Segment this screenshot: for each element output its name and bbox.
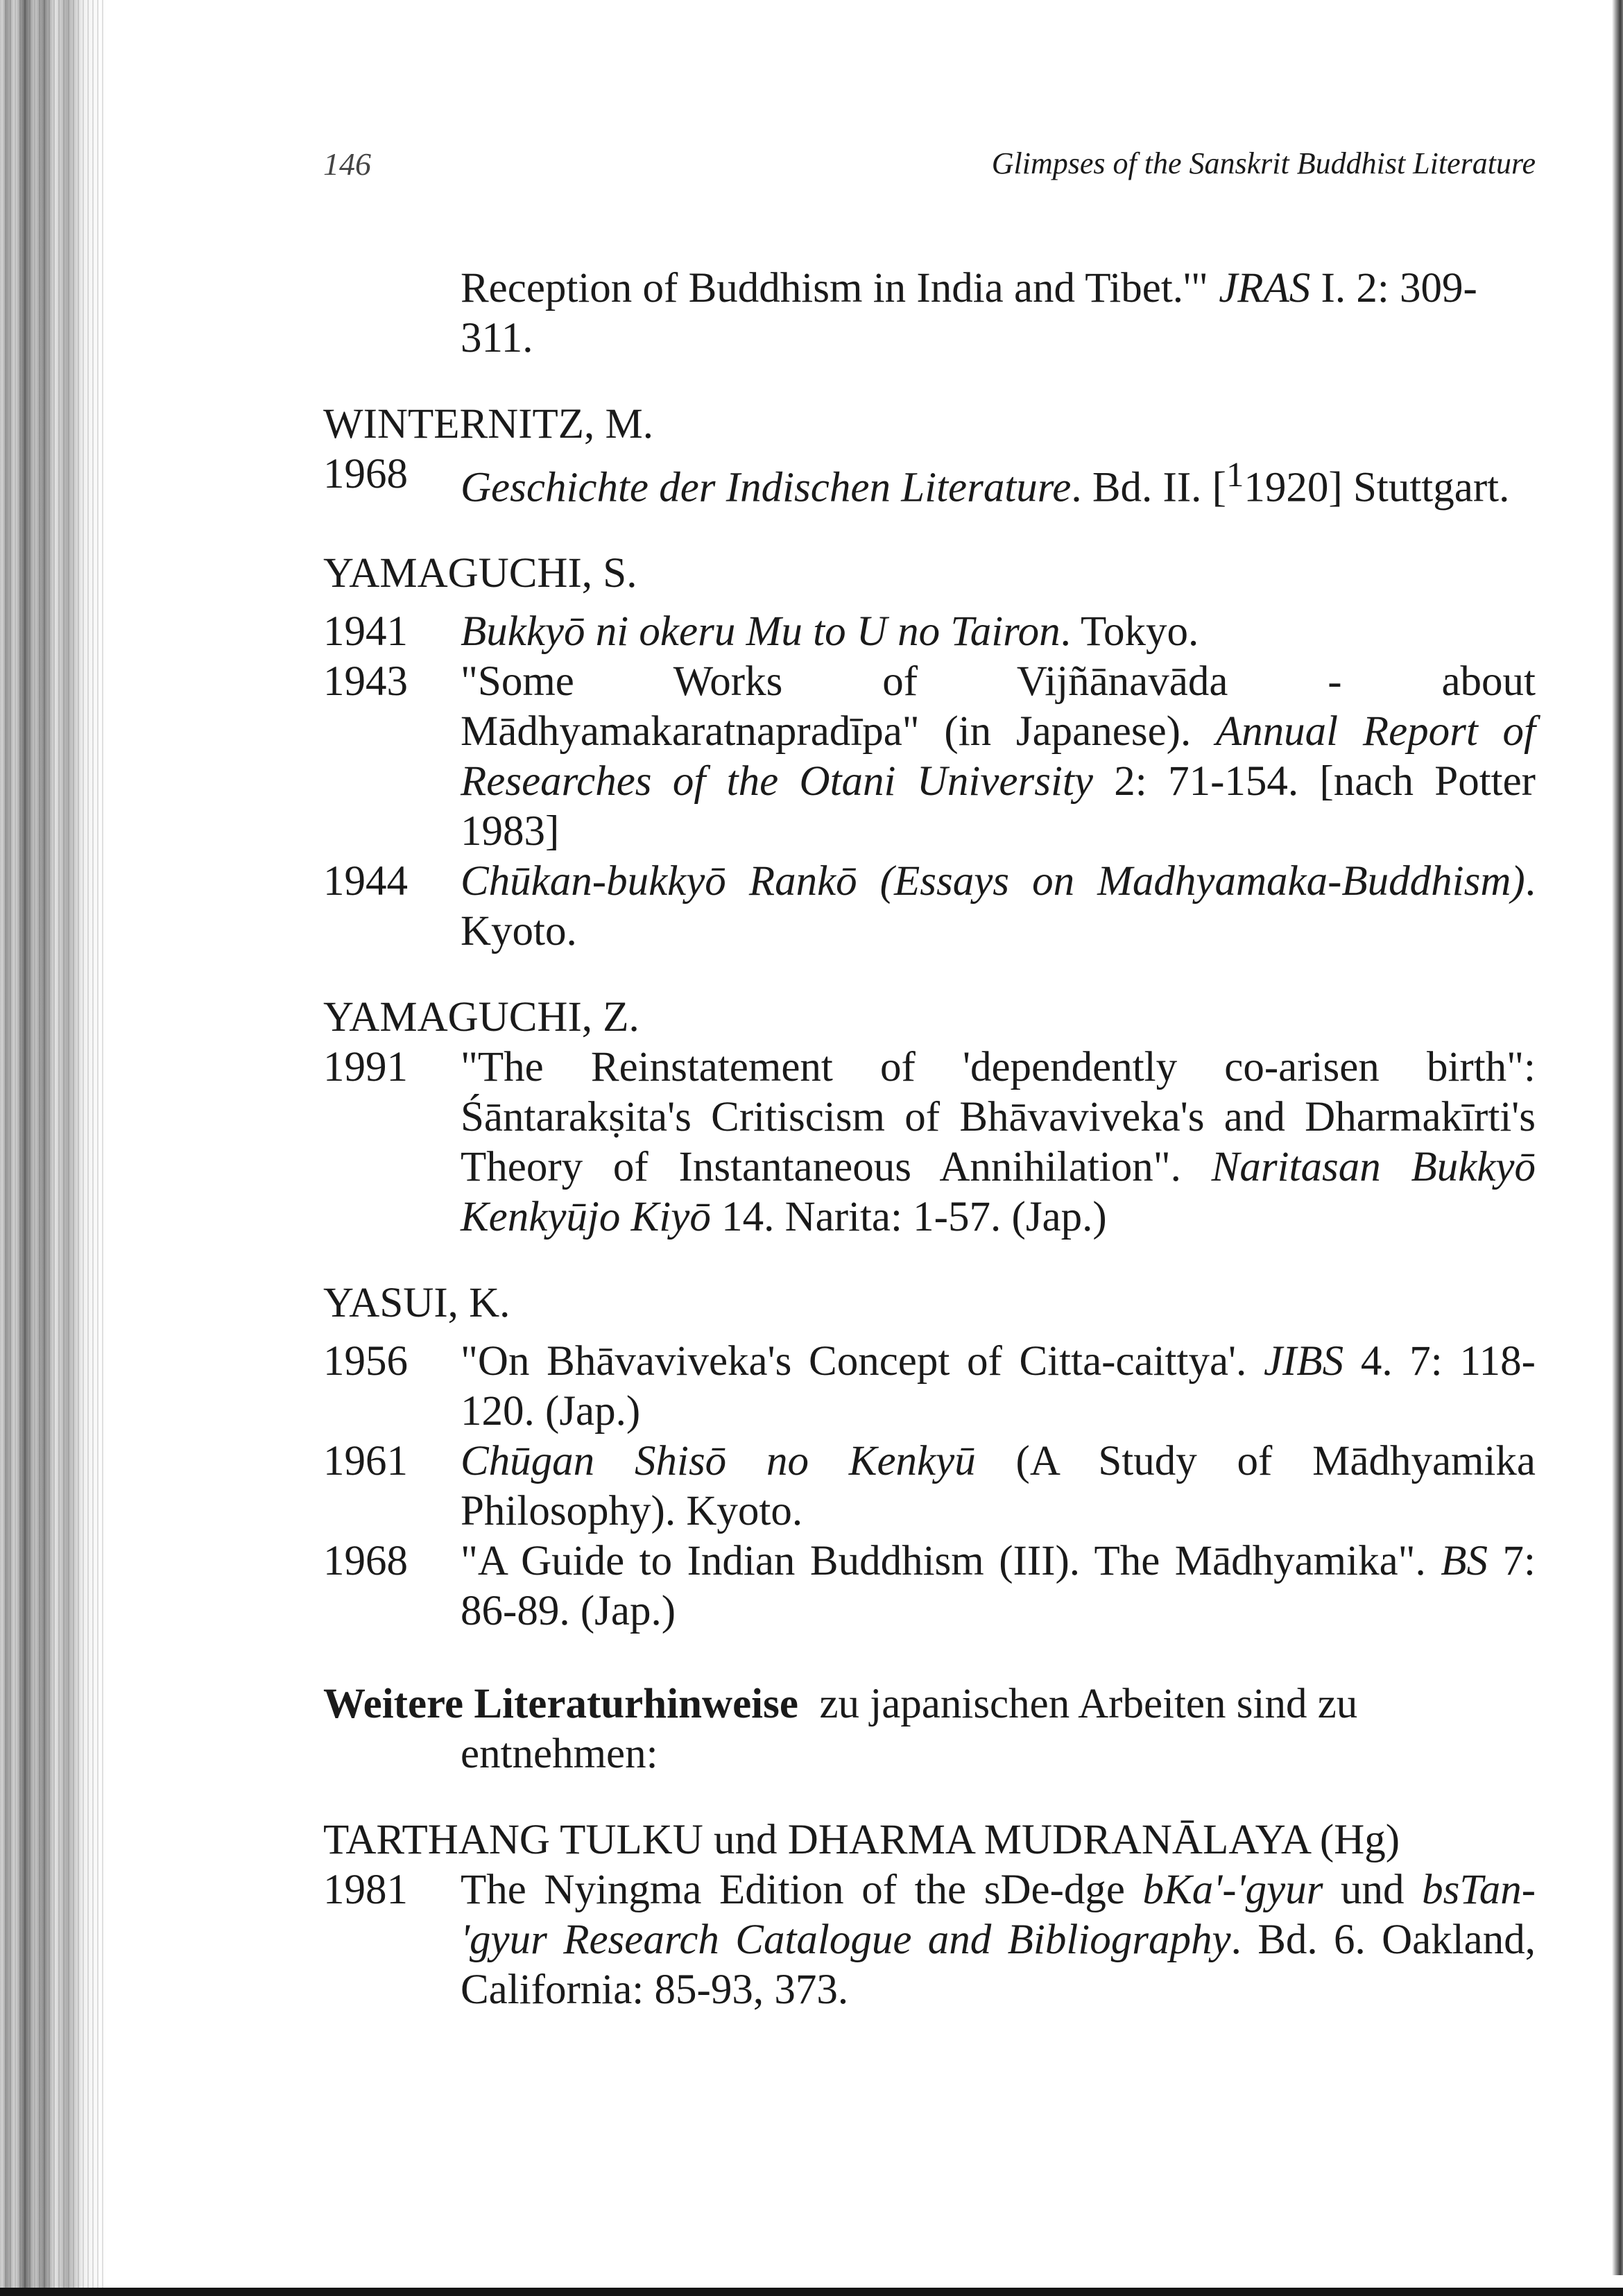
journal-title: JIBS [1263,1338,1344,1385]
bibliography-entry: 1944 Chūkan-bukkyō Rankō (Essays on Madhyamaka-Buddhism). Kyoto. [323,858,1536,955]
entry-year: 1944 [323,858,408,905]
journal-title: BS [1441,1538,1488,1585]
journal-title: Naritasan Bukkyō Kenkyūjo Kiyō [461,1144,1536,1241]
work-title: Geschichte der Indischen Literature [461,464,1072,511]
bibliography-entry: 1961 Chūgan Shisō no Kenkyū (A Study of Mādhyamika Philosophy). Kyoto. [323,1438,1536,1535]
work-title: Bukkyō ni okeru Mu to U no Tairon [461,608,1060,656]
journal-title: Annual Report of Researches of the Otani University [461,708,1536,805]
edition-superscript: 1 [1226,455,1244,494]
scan-bottom-border [0,2288,1623,2296]
page-number: 146 [323,146,371,182]
author-heading: YAMAGUCHI, Z. [323,994,639,1041]
work-title: bKa'-'gyur [1142,1867,1323,1914]
entry-year: 1956 [323,1338,408,1385]
author-heading: TARTHANG TULKU und DHARMA MUDRANĀLAYA (Hg) [323,1817,1400,1864]
entry-year: 1968 [323,451,408,497]
note-heading: Weitere Literaturhinweise [323,1681,798,1728]
journal-title: JRAS [1219,265,1311,311]
bibliography-text [323,264,1536,2015]
literature-note: Weitere Literaturhinweise zu japanischen Arbeiten sind zu entnehmen: [323,1681,1368,1778]
entry-year: 1943 [323,658,408,705]
bibliography-entry: 1941 Bukkyō ni okeru Mu to U no Tairon. Tokyo. [323,607,1536,657]
work-title: Chūgan Shisō no Kenkyū [461,1438,976,1485]
running-header [323,146,1536,187]
author-heading: YASUI, K. [323,1280,510,1327]
continued-entry: Reception of Buddhism in India and Tibet.'" JRAS I. 2: 309-311. [461,265,1477,361]
entry-year: 1961 [323,1438,408,1485]
entry-year: 1941 [323,608,408,656]
book-spine-shadow [0,0,104,2296]
bibliography-entry: 1943 "Some Works of Vijñānavāda - about Mādhyamakaratnapradīpa" (in Japanese). Annual Report of Researches of the Otani University 2: 71-154. [nach Potter 1983] [323,658,1536,855]
work-title: Chūkan-bukkyō Rankō (Essays on Madhyamaka-Buddhism) [461,858,1525,905]
page-edge-shadow [1612,0,1623,2275]
bibliography-entry: 1968 "A Guide to Indian Buddhism (III). The Mādhyamika". BS 7: 86-89. (Jap.) [323,1538,1536,1635]
author-heading: YAMAGUCHI, S. [323,550,637,597]
entry-year: 1968 [323,1538,408,1585]
bibliography-entry: 1968 Geschichte der Indischen Literature. Bd. II. [$^1$1920] Stuttgart. [323,451,1510,511]
author-heading: WINTERNITZ, M. [323,401,654,447]
bibliography-entry: 1981 The Nyingma Edition of the sDe-dge bKa'-'gyur und bsTan-'gyur Research Catalogue and Bibliography. Bd. 6. Oakland, California: 85-93, 373. [323,1867,1536,2014]
bibliography-entry: 1956 "On Bhāvaviveka's Concept of Citta-caittya'. JIBS 4. 7: 118-120. (Jap.) [323,1338,1536,1435]
running-title: Glimpses of the Sanskrit Buddhist Literature [991,146,1536,180]
entry-year: 1991 [323,1044,408,1091]
entry-year: 1981 [323,1867,408,1914]
work-title: bsTan-'gyur Research Catalogue and Bibliography [461,1867,1536,1964]
bibliography-entry: 1991 "The Reinstatement of 'dependently co-arisen birth": Śāntarakṣita's Critiscism of Bhāvaviveka's and Dharmakīrti's Theory of Instantaneous Annihilation". Naritasan Bukkyō Kenkyūjo Kiyō 14. Narita: 1-57. (Jap.) [323,1044,1536,1241]
